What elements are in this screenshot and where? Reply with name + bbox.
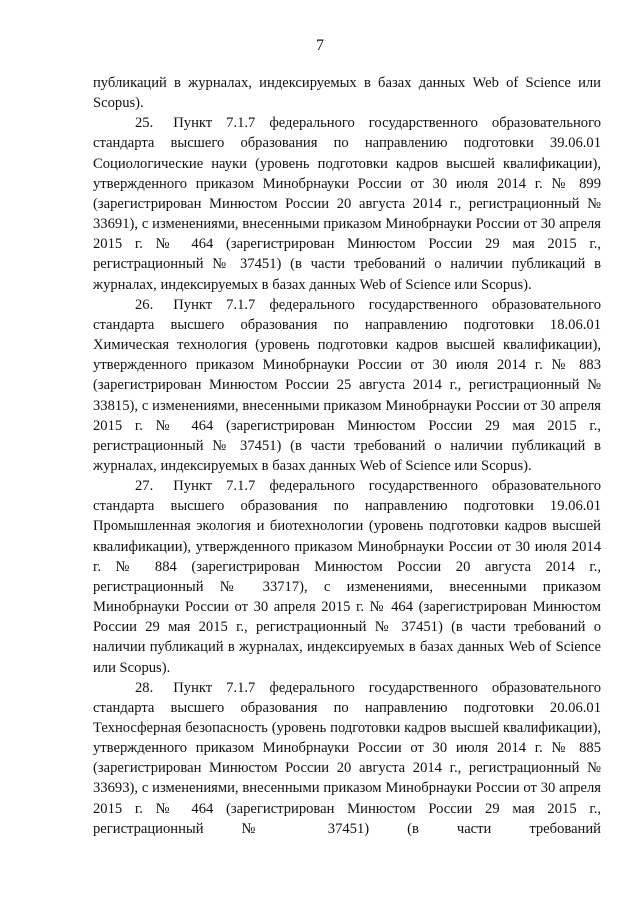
paragraph-text: Пункт 7.1.7 федерального государственного образовательного стандарта высшего образования по направлению подготовки 39.06.01 Социологические науки (уровень подготовки кадров высшей квалификации), утвержденного приказом Минобрнауки России от 30 июля 2014 г. № 899 (зарегистрирован Минюстом России 20 августа 2014 г., регистрационный № 33691), с изменениями, внесенными приказом Минобрнауки России от 30 апреля 2015 г. № 464 (зарегистрирован Минюстом России 29 мая 2015 г., регистрационный № 37451) (в части требований о наличии публикаций в журналах, индексируемых в базах данных Web of Science или Scopus). [93,115,601,293]
paragraph-text: Пункт 7.1.7 федерального государственного образовательного стандарта высшего образования по направлению подготовки 19.06.01 Промышленная экология и биотехнологии (уровень подготовки кадров высшей квалификации), утвержденного приказом Минобрнауки России от 30 июля 2014 г. № 884 (зарегистрирован Минюстом России 20 августа 2014 г., регистрационный № 33717), с изменениями, внесенными приказом Минобрнауки России от 30 апреля 2015 г. № 464 (зарегистрирован Минюстом России 29 мая 2015 г., регистрационный № 37451) (в части требований о наличии публикаций в журналах, индексируемых в базах данных Web of Science или Scopus). [93,478,601,676]
document-body [93,73,601,839]
list-item-27 [93,476,601,678]
paragraph-continuation [93,73,601,113]
item-number: 27. [135,478,154,495]
page-number: 7 [316,37,324,54]
list-item-26 [93,295,601,476]
list-item-25 [93,113,601,294]
paragraph-text: публикаций в журналах, индексируемых в базах данных Web of Science или Scopus). [93,75,601,112]
list-item-28 [93,678,601,839]
item-number: 26. [135,296,154,313]
paragraph-text: Пункт 7.1.7 федерального государственного образовательного стандарта высшего образования по направлению подготовки 18.06.01 Химическая технология (уровень подготовки кадров высшей квалификации), утвержденного приказом Минобрнауки России от 30 июля 2014 г. № 883 (зарегистрирован Минюстом России 25 августа 2014 г., регистрационный № 33815), с изменениями, внесенными приказом Минобрнауки России от 30 апреля 2015 г. № 464 (зарегистрирован Минюстом России 29 мая 2015 г., регистрационный № 37451) (в части требований о наличии публикаций в журналах, индексируемых в базах данных Web of Science или Scopus). [93,296,601,474]
paragraph-text: Пункт 7.1.7 федерального государственного образовательного стандарта высшего образования по направлению подготовки 20.06.01 Техносферная безопасность (уровень подготовки кадров высшей квалификации), утвержденного приказом Минобрнауки России от 30 июля 2014 г. № 885 (зарегистрирован Минюстом России 20 августа 2014 г., регистрационный № 33693), с изменениями, внесенными приказом Минобрнауки России от 30 апреля 2015 г. № 464 (зарегистрирован Минюстом России 29 мая 2015 г., регистрационный № 37451) (в части требований [93,679,601,837]
item-number: 25. [135,115,154,132]
item-number: 28. [135,679,154,696]
